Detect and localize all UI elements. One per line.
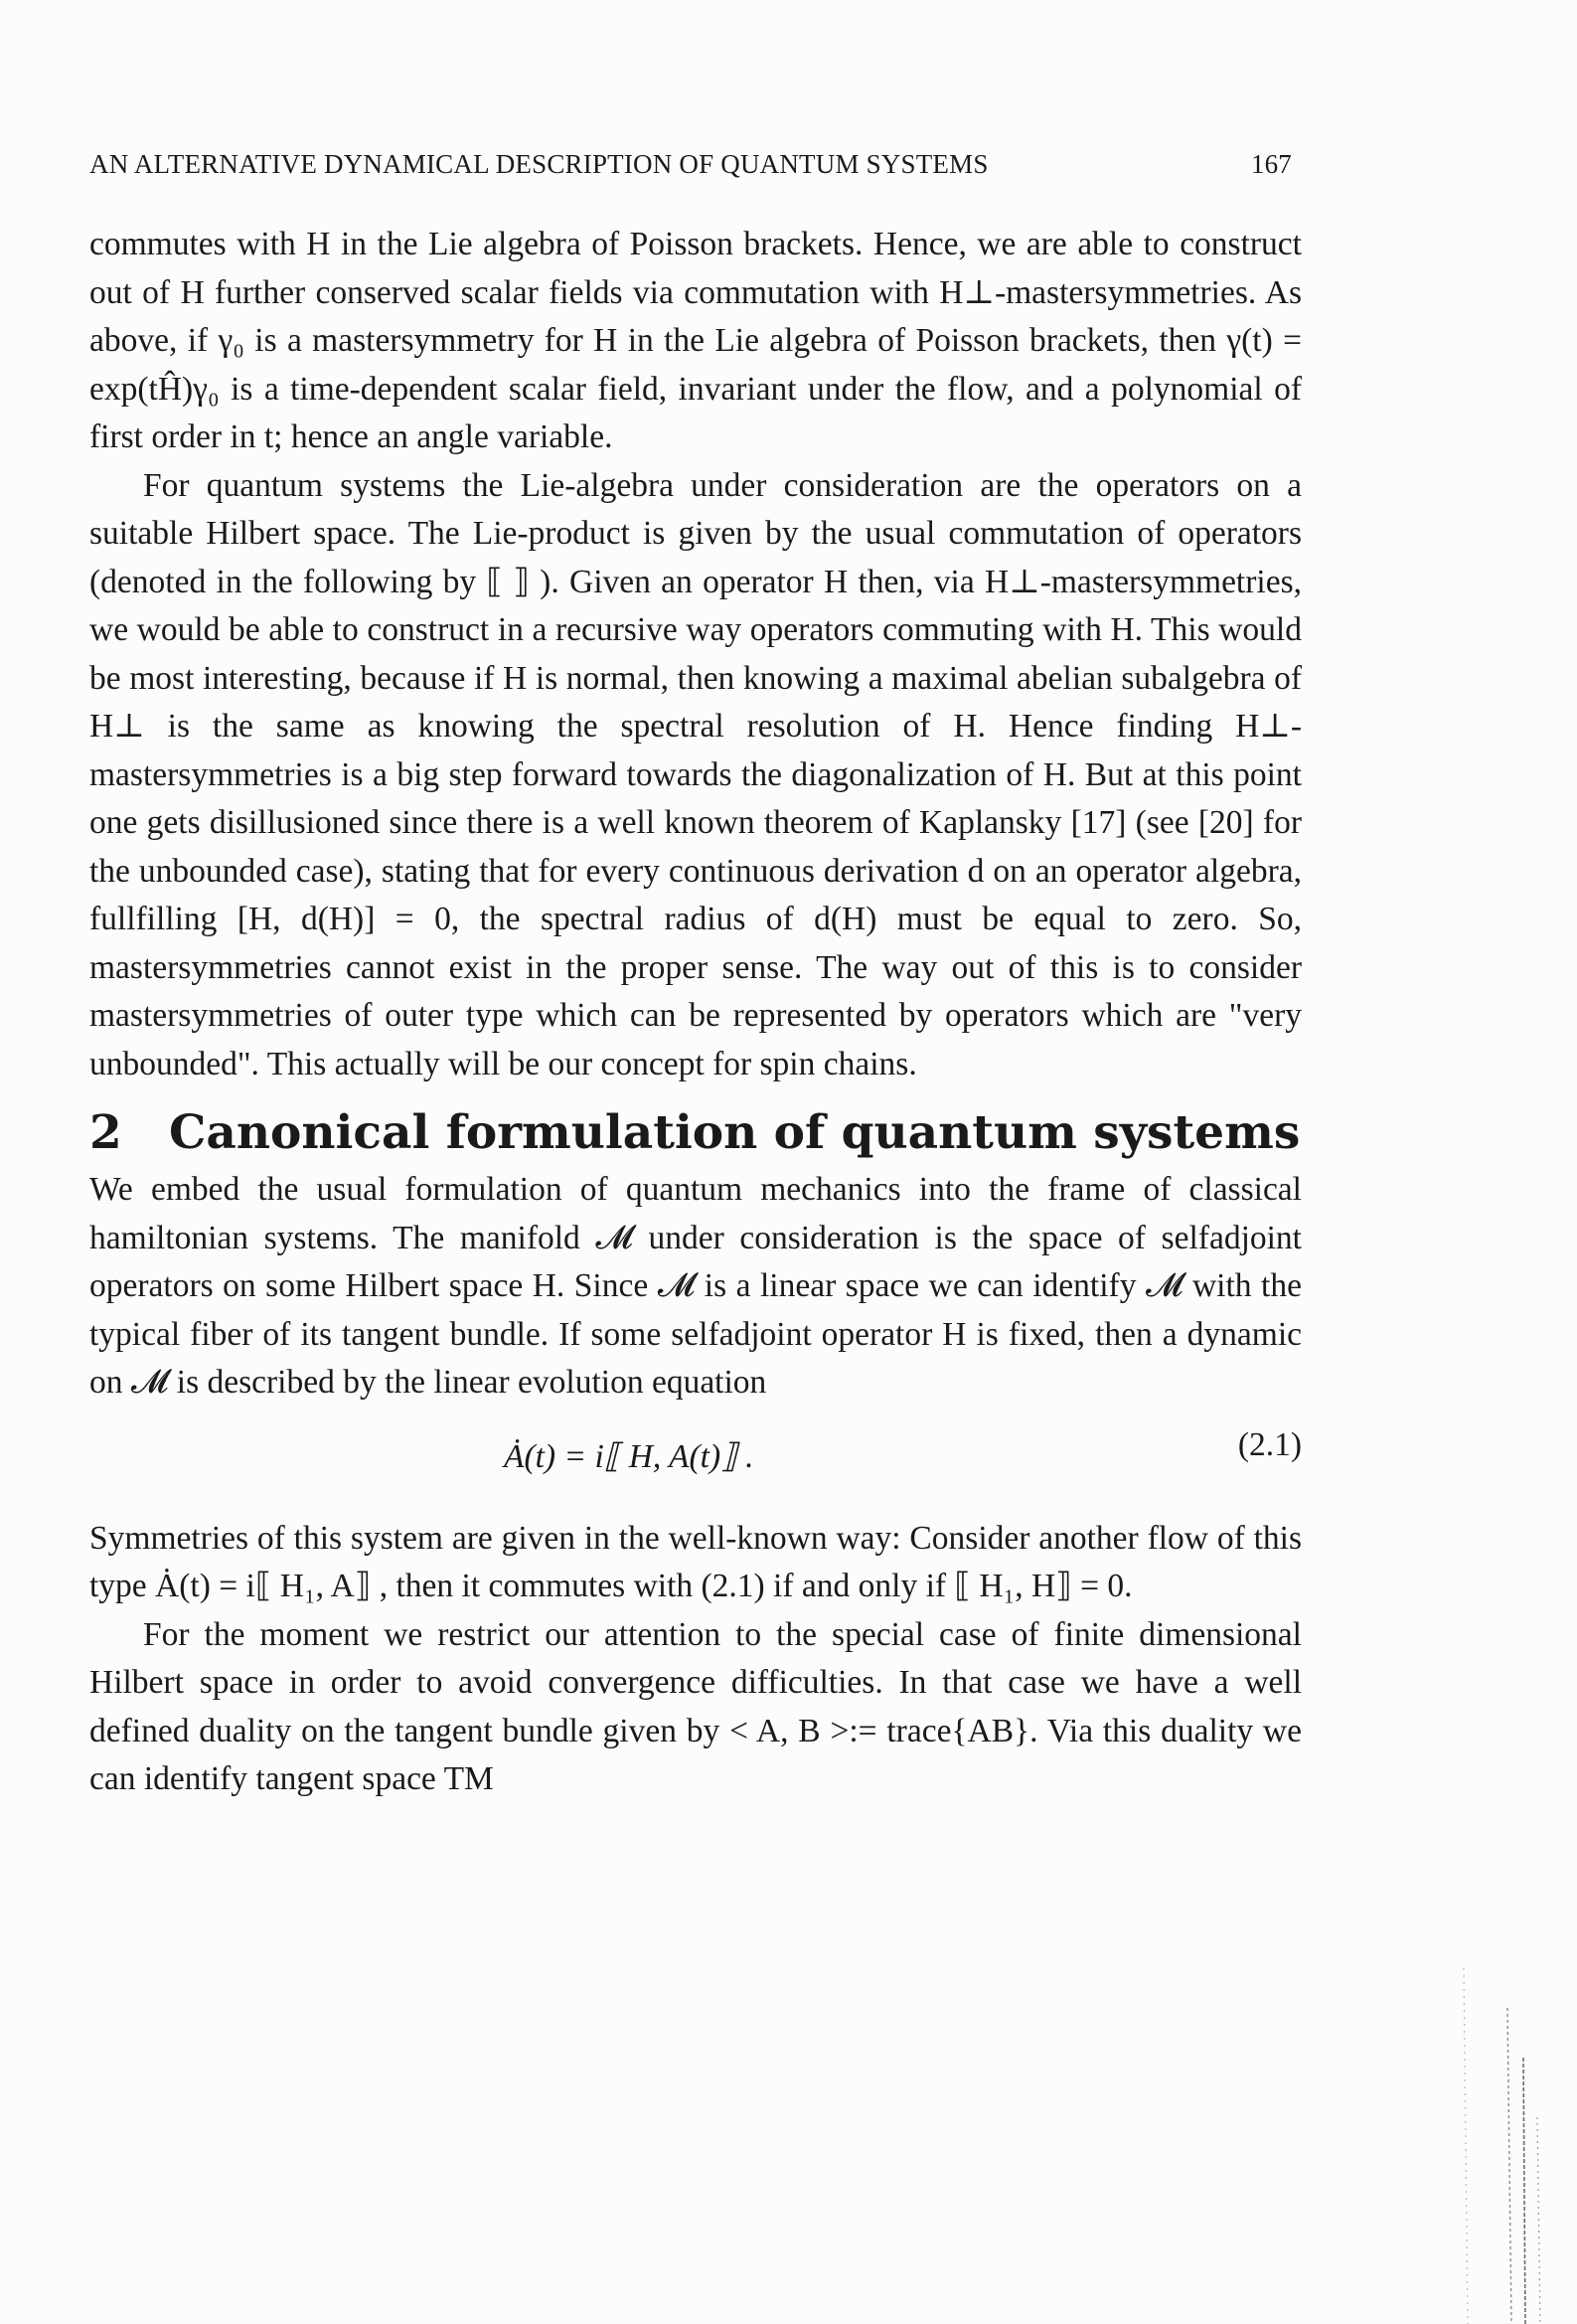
page-number: 167 <box>1250 149 1292 179</box>
section-heading <box>89 1102 1302 1164</box>
paragraph-finite-dimensional: For the moment we restrict our attention to the special case of finite dimensional Hilbert space in order to avoid convergence difficulties. In that case we have a well defined duality on the tangent bundle given by < A, B >:= trace{AB}. Via this duality we can identify tangent space TM <box>89 1615 1302 1797</box>
equation-block <box>89 1421 1302 1497</box>
section-title: Canonical formulation of quantum systems <box>169 1105 1301 1160</box>
equation-formula: Ȧ(t) = i⟦ H, A(t)⟧ . <box>504 1437 754 1475</box>
section-number: 2 <box>89 1105 122 1160</box>
paragraph-quantum-systems: For quantum systems the Lie-algebra under consideration are the operators on a suitable Hilbert space. The Lie-product is given by the usual commutation of operators (denoted in the following by ⟦ ⟧ ). Given an operator H then, via H⊥-mastersymmetries, we would be able to construct in a recursive way operators commuting with H. This would be most interesting, because if H is normal, then knowing a maximal abelian subalgebra of H⊥ is the same as knowing the spectral resolution of H. Hence finding H⊥-mastersymmetries is a big step forward towards the diagonalization of H. But at this point one gets disillusioned since there is a well known theorem of Kaplansky [17] (see [20] for the unbounded case), stating that for every continuous derivation d on an operator algebra, fullfilling [H, d(H)] = 0, the spectral radius of d(H) must be equal to zero. So, mastersymmetries cannot exist in the proper sense. The way out of this is to consider mastersymmetries of outer type which can be represented by operators which are "very unbounded". This actually will be our concept for spin chains. <box>89 466 1302 1082</box>
paragraph-symmetries: Symmetries of this system are given in the well-known way: Consider another flow of this type Ȧ(t) = i⟦ H₁, A⟧ , then it commutes with (2.1) if and only if ⟦ H₁, H⟧ = 0. <box>89 1519 1302 1604</box>
equation-number: (2.1) <box>1237 1425 1302 1463</box>
paragraph-embedding: We embed the usual formulation of quantum mechanics into the frame of classical hamiltonian systems. The manifold 𝓜 under consideration is the space of selfadjoint operators on some Hilbert space H. Since 𝓜 is a linear space we can identify 𝓜 with the typical fiber of its tangent bundle. If some selfadjoint operator H is fixed, then a dynamic on 𝓜 is described by the linear evolution equation <box>89 1171 1302 1401</box>
paragraph-continuation: commutes with H in the Lie algebra of Poisson brackets. Hence, we are able to construct out of H further conserved scalar fields via commutation with H⊥-mastersymmetries. As above, if γ₀ is a mastersymmetry for H in the Lie algebra of Poisson brackets, then γ(t) = exp(tĤ)γ₀ is a time-dependent scalar field, invariant under the flow, and a polynomial of first order in t; hence an angle variable. <box>89 226 1302 455</box>
scan-binding-edge <box>1446 1968 1555 2324</box>
body-text <box>89 221 1302 1804</box>
running-header <box>89 149 1292 189</box>
running-title: AN ALTERNATIVE DYNAMICAL DESCRIPTION OF QUANTUM SYSTEMS <box>89 149 989 179</box>
